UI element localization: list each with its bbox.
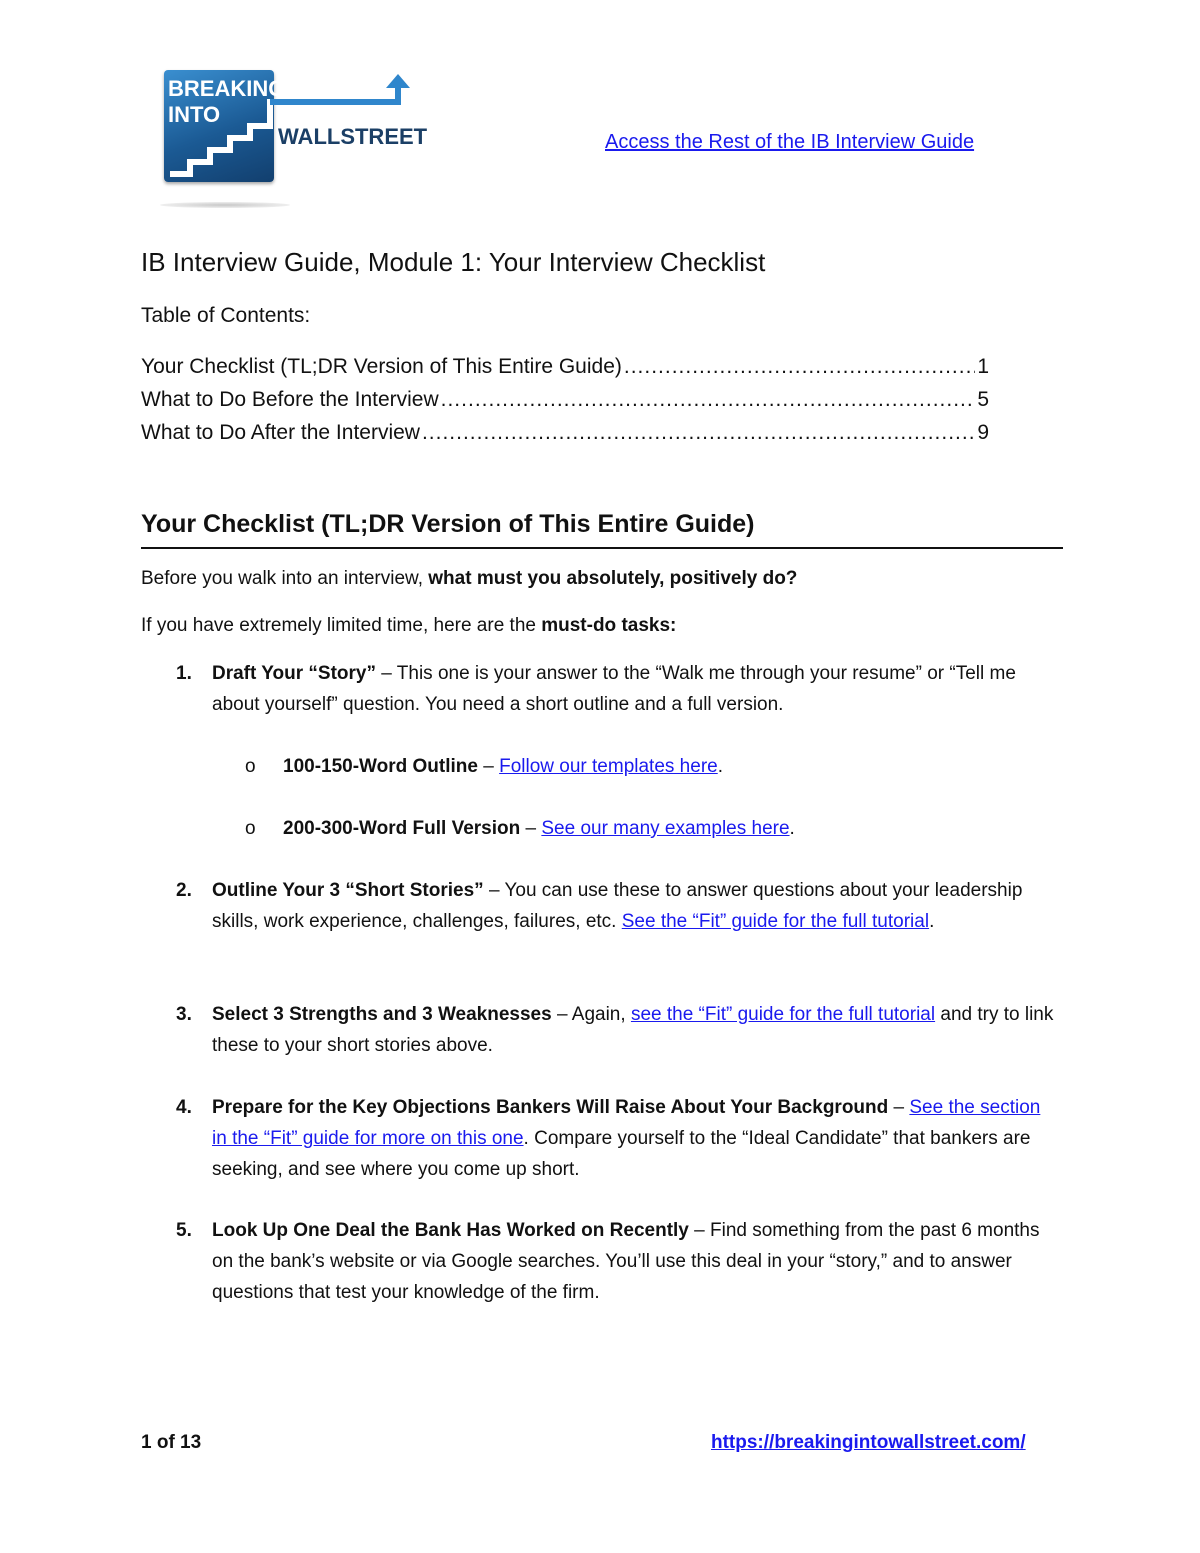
item-number: 4. [176,1097,192,1118]
item-end: and try to link these to your short stories above. [212,1004,1054,1056]
header-guide-link[interactable]: Access the Rest of the IB Interview Guide [605,131,975,153]
item-title: Look Up One Deal the Bank Has Worked on Recently [212,1220,689,1241]
intro-bold-text: must-do tasks: [541,615,677,636]
item-end: . Compare yourself to the “Ideal Candidate” that bankers are seeking, and see where you come up short. [212,1128,1031,1180]
intro-bold-text: what must you absolutely, positively do? [428,568,798,589]
bullet-icon: o [245,818,256,839]
item-number: 5. [176,1220,192,1241]
item-title: Prepare for the Key Objections Bankers Will Raise About Your Background [212,1097,889,1118]
toc-leader-dots [422,421,975,445]
logo-line-1: BREAKING [168,76,286,101]
toc-leader-dots [441,388,976,412]
footer-website-link[interactable]: https://breakingintowallstreet.com/ [711,1432,1026,1453]
toc-entry-page: 5 [977,388,989,411]
section-heading: Your Checklist (TL;DR Version of This Entire Guide) [141,510,1063,549]
toc-entry-label: What to Do Before the Interview [141,388,439,411]
toc-entry[interactable] [141,421,989,445]
toc-entry[interactable] [141,388,989,412]
sub-item-title: 100-150-Word Outline [283,756,478,777]
toc-entry-label: What to Do After the Interview [141,421,420,444]
intro-text: Before you walk into an interview, [141,568,429,589]
sub-item-title: 200-300-Word Full Version [283,818,521,839]
intro-text: If you have extremely limited time, here are the [141,615,542,636]
templates-link[interactable]: Follow our templates here [499,756,718,777]
toc-heading: Table of Contents: [141,304,311,327]
item-text: – Again, [551,1004,631,1025]
item-number: 2. [176,880,192,901]
toc-leader-dots [624,355,975,379]
item-text: – You can use these to answer questions about your leadership skills, work experience, challenges, failures, etc. [212,880,1023,932]
logo [160,62,430,212]
item-number: 3. [176,1004,192,1025]
sub-item-end: . [717,756,723,777]
logo-line-2: INTO [168,102,221,127]
fit-guide-link[interactable]: See the “Fit” guide for the full tutorial [621,911,930,932]
item-text: – This one is your answer to the “Walk me through your resume” or “Tell me about yourself” question. You need a short outline and a full version. [212,663,1016,715]
fit-guide-link[interactable]: see the “Fit” guide for the full tutorial [630,1004,936,1025]
page-number: 1 of 13 [141,1432,202,1453]
sub-item-end: . [789,818,795,839]
item-title: Outline Your 3 “Short Stories” [212,880,484,901]
toc-entry-page: 9 [977,421,989,444]
item-text: – Find something from the past 6 months on the bank’s website or via Google searches. You’ll use this deal in your “story,” and to answer questions that test your knowledge of the firm. [212,1220,1040,1303]
item-title: Select 3 Strengths and 3 Weaknesses [212,1004,552,1025]
toc-entry-label: Your Checklist (TL;DR Version of This Entire Guide) [141,355,622,378]
toc-entry-page: 1 [977,355,989,378]
objections-section-link[interactable]: See the section in the “Fit” guide for more on this one [212,1097,1041,1149]
intro-paragraph-1 [141,568,1061,590]
document-title: IB Interview Guide, Module 1: Your Interview Checklist [141,247,766,277]
sub-item-dash: – [520,818,542,839]
toc-entry[interactable] [141,355,989,379]
item-text: – [888,1097,910,1118]
sub-item-dash: – [477,756,500,777]
logo-line-3: WALLSTREET [278,124,428,149]
bullet-icon: o [245,756,256,777]
item-title: Draft Your “Story” [212,663,376,684]
intro-paragraph-2 [141,615,1061,637]
examples-link[interactable]: See our many examples here [541,818,790,839]
logo-shadow [160,202,290,208]
item-end: . [929,911,935,932]
item-number: 1. [176,663,192,684]
